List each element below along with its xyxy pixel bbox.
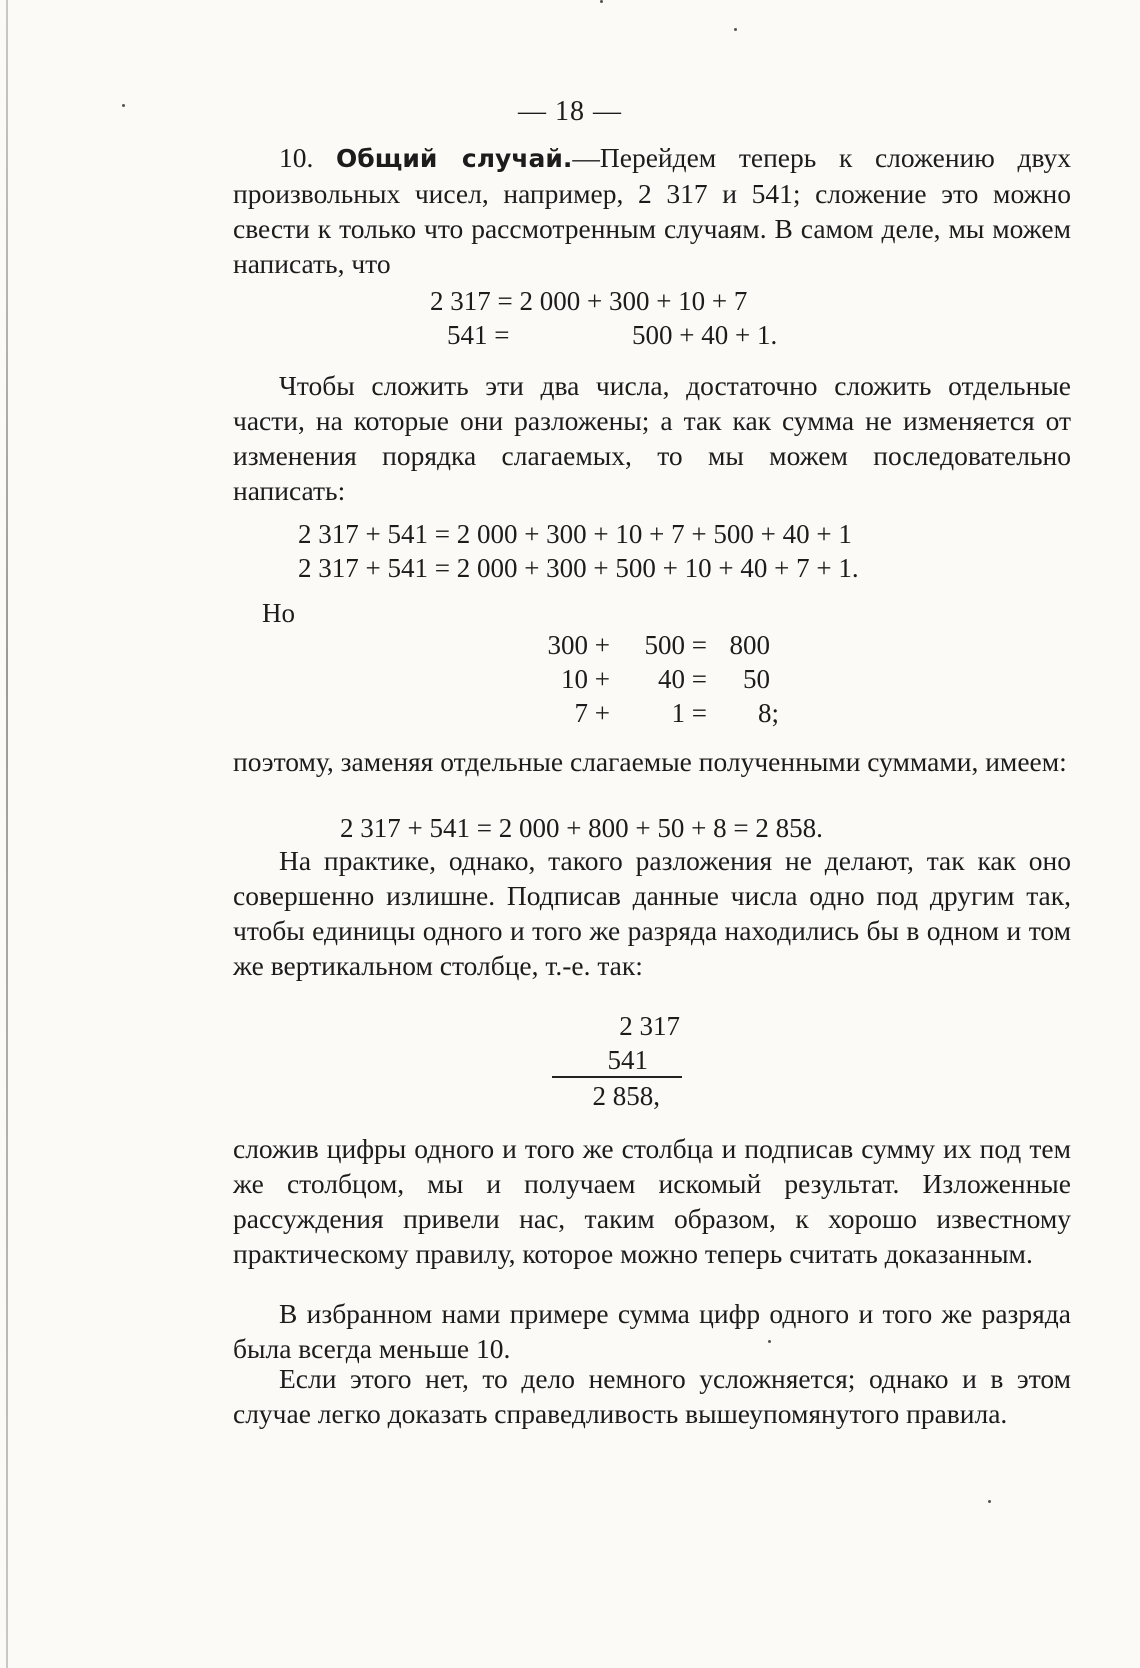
- column-addition-middle: 541: [607, 1045, 648, 1075]
- partial-sum-row: [505, 662, 770, 697]
- partial-sum-a: 7 +: [574, 698, 610, 728]
- paragraph-3: поэтому, заменяя отдельные слагаемые полученными суммами, имеем:: [233, 746, 1067, 777]
- scan-speck: [600, 0, 603, 3]
- paragraph-4: На практике, однако, такого разложения не делают, так как оно совершенно излишне. Подписав данные числа одно под другим так, чтобы единицы одного и того же разряда находились бы в одном и том же вертикальном столбце, т.-е. так:: [233, 845, 1071, 981]
- partial-sum-c: 50: [743, 664, 770, 694]
- decomposition-line-2-left: 541 =: [447, 320, 510, 350]
- page-number: — 18 —: [518, 96, 622, 127]
- paragraph-5: сложив цифры одного и того же столбца и подписав сумму их под тем же столбцом, мы и получаем искомый результат. Изложенные рассуждения привели нас, таким образом, к хорошо известному практическому правилу, которое можно теперь считать доказанным.: [233, 1133, 1071, 1269]
- partial-sum-b: 500 =: [644, 630, 707, 660]
- partial-sum-row: [505, 696, 779, 731]
- sequence-line-1: 2 317 + 541 = 2 000 + 300 + 10 + 7 + 500 + 40 + 1: [298, 519, 852, 549]
- scan-speck: [768, 1340, 771, 1343]
- paragraph-6: В избранном нами примере сумма цифр одного и того же разряда была всегда меньше 10.: [233, 1298, 1071, 1364]
- partial-sum-a: 300 +: [547, 630, 610, 660]
- partial-sum-b: 1 =: [671, 698, 707, 728]
- paragraph-1: [233, 140, 1071, 281]
- section-intro: [233, 140, 1071, 281]
- scan-speck: [988, 1500, 991, 1503]
- but-word: Но: [262, 598, 295, 628]
- paragraph-6-block: [233, 1296, 1071, 1366]
- paragraph-5-block: [233, 1131, 1071, 1271]
- partial-sum-a: 10 +: [561, 664, 610, 694]
- scan-speck: [122, 104, 125, 107]
- section-number: 10.: [279, 142, 314, 173]
- paragraph-7: Если этого нет, то дело немного усложняется; однако и в этом случае легко доказать справедливость вышеупомянутого правила.: [233, 1363, 1071, 1429]
- partial-sum-b: 40 =: [658, 664, 707, 694]
- paragraph-7-block: [233, 1361, 1071, 1431]
- sum-rule-line: [552, 1076, 682, 1078]
- page-edge: [6, 0, 8, 1668]
- paragraph-2-block: [233, 368, 1071, 508]
- partial-sum-c: 8;: [757, 698, 779, 728]
- partial-sum-c: 800: [729, 630, 770, 660]
- column-addition-top: 2 317: [619, 1011, 680, 1041]
- result-formula: 2 317 + 541 = 2 000 + 800 + 50 + 8 = 2 858.: [340, 813, 823, 843]
- decomposition-line-2-right: 500 + 40 + 1.: [632, 320, 778, 350]
- decomposition-line-1: 2 317 = 2 000 + 300 + 10 + 7: [430, 286, 748, 316]
- paragraph-3-block: [233, 744, 1071, 779]
- sequence-line-2: 2 317 + 541 = 2 000 + 300 + 500 + 10 + 40 + 7 + 1.: [298, 553, 859, 583]
- partial-sum-row: [505, 628, 770, 663]
- paragraph-2: Чтобы сложить эти два числа, достаточно сложить отдельные части, на которые они разложены; а так как сумма не изменяется от изменения порядка слагаемых, то мы можем последовательно написать:: [233, 370, 1071, 506]
- scan-speck: [734, 28, 737, 31]
- section-title: Общий случай.: [336, 144, 573, 173]
- column-addition-result: 2 858,: [592, 1081, 660, 1111]
- section-intro-text: —Перейдем теперь к сложению двух произвольных чисел, например, 2 317 и 541; сложение это можно свести к только что рассмотренным случаям. В самом деле, мы можем написать, что: [233, 142, 1071, 279]
- paragraph-4-block: [233, 843, 1071, 983]
